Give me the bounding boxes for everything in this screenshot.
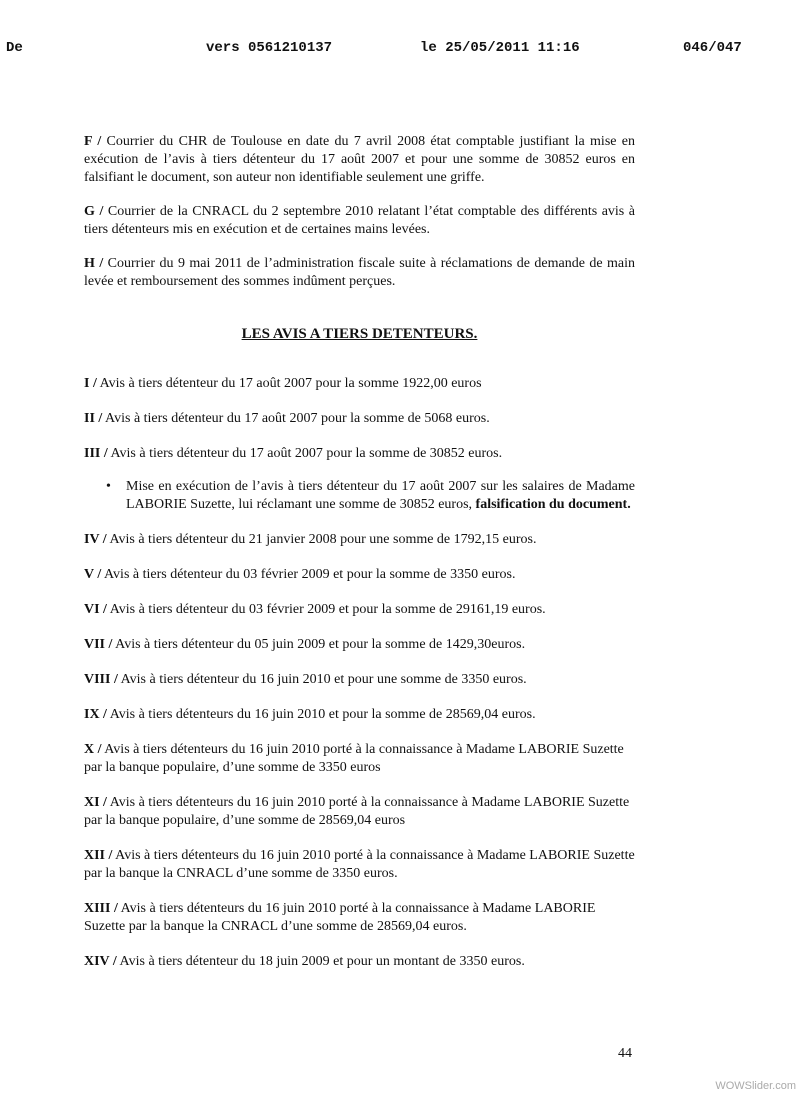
item-text: Avis à tiers détenteurs du 16 juin 2010 porté à la connaissance à Madame LABORIE Suzette par la banque populaire, d’une somme de 28569,04 euros: [84, 795, 630, 828]
paragraph-g: [84, 203, 635, 239]
item-label: V /: [84, 567, 102, 582]
list-item: [84, 953, 635, 971]
fax-page-count: 046/047: [683, 40, 742, 56]
list-item: [84, 847, 635, 883]
watermark: WOWSlider.com: [715, 1080, 796, 1092]
paragraph-label: G /: [84, 204, 104, 219]
list-item: [84, 794, 635, 830]
document-body: [84, 133, 635, 971]
paragraph-h: [84, 255, 635, 291]
item-label: III /: [84, 446, 108, 461]
item-text: Avis à tiers détenteur du 21 janvier 2008 pour une somme de 1792,15 euros.: [109, 532, 537, 547]
item-label: I /: [84, 376, 97, 391]
list-item: [84, 900, 635, 936]
bullet-icon: •: [106, 479, 111, 494]
paragraph-label: F /: [84, 134, 102, 149]
item-label: X /: [84, 742, 102, 757]
item-text: Avis à tiers détenteur du 17 août 2007 pour la somme 1922,00 euros: [99, 376, 482, 391]
list-item: [84, 375, 635, 393]
section-title: LES AVIS A TIERS DETENTEURS.: [241, 326, 478, 342]
item-label: VIII /: [84, 672, 118, 687]
paragraph-f: [84, 133, 635, 187]
list-item: [84, 706, 635, 724]
item-label: XII /: [84, 848, 113, 863]
item-label: II /: [84, 411, 103, 426]
paragraph-text: Courrier du CHR de Toulouse en date du 7 avril 2008 état comptable justifiant la mise en exécution de l’avis à tiers détenteur du 17 août 2007 et pour une somme de 30852 euros en falsifiant le document, son auteur non identifiable seulement une griffe.: [84, 134, 635, 185]
bullet-text: Mise en exécution de l’avis à tiers détenteur du 17 août 2007 sur les salaires de Madame LABORIE Suzette, lui réclamant une somme de 30852 euros,: [126, 479, 635, 512]
item-text: Avis à tiers détenteur du 03 février 2009 et pour la somme de 29161,19 euros.: [109, 602, 546, 617]
item-text: Avis à tiers détenteurs du 16 juin 2010 porté à la connaissance à Madame LABORIE Suzette par la banque la CNRACL d’une somme de 28569,04 euros.: [84, 901, 596, 934]
list-item: [84, 410, 635, 428]
page-number: 44: [618, 1046, 632, 1061]
list-item: [84, 445, 635, 463]
list-item: [84, 566, 635, 584]
bullet-emphasis: falsification du document.: [475, 497, 631, 512]
item-text: Avis à tiers détenteurs du 16 juin 2010 et pour la somme de 28569,04 euros.: [109, 707, 536, 722]
list-item: [84, 601, 635, 619]
fax-sender: De: [6, 40, 23, 56]
fax-recipient: vers 0561210137: [206, 40, 333, 56]
list-item: [84, 636, 635, 654]
item-label: IV /: [84, 532, 107, 547]
bullet-note: [106, 478, 635, 514]
item-text: Avis à tiers détenteur du 03 février 2009 et pour la somme de 3350 euros.: [103, 567, 516, 582]
paragraph-label: H /: [84, 256, 104, 271]
item-label: VII /: [84, 637, 113, 652]
item-label: XIV /: [84, 954, 117, 969]
fax-header: [0, 40, 800, 60]
item-label: XI /: [84, 795, 107, 810]
item-text: Avis à tiers détenteur du 17 août 2007 pour la somme de 5068 euros.: [105, 411, 490, 426]
fax-date: le 25/05/2011 11:16: [420, 40, 580, 56]
item-text: Avis à tiers détenteur du 17 août 2007 pour la somme de 30852 euros.: [110, 446, 503, 461]
item-text: Avis à tiers détenteur du 05 juin 2009 et pour la somme de 1429,30euros.: [115, 637, 526, 652]
list-item: [84, 671, 635, 689]
list-item: [84, 531, 635, 549]
paragraph-text: Courrier du 9 mai 2011 de l’administration fiscale suite à réclamations de demande de main levée et remboursement des sommes indûment perçues.: [84, 256, 635, 289]
item-text: Avis à tiers détenteurs du 16 juin 2010 porté à la connaissance à Madame LABORIE Suzette par la banque populaire, d’une somme de 3350 euros: [84, 742, 624, 775]
item-text: Avis à tiers détenteur du 18 juin 2009 et pour un montant de 3350 euros.: [119, 954, 525, 969]
item-label: VI /: [84, 602, 107, 617]
paragraph-text: Courrier de la CNRACL du 2 septembre 2010 relatant l’état comptable des différents avis à tiers détenteurs mis en exécution et de certaines mains levées.: [84, 204, 636, 237]
list-item: [84, 741, 635, 777]
item-text: Avis à tiers détenteur du 16 juin 2010 et pour une somme de 3350 euros.: [120, 672, 527, 687]
item-text: Avis à tiers détenteurs du 16 juin 2010 porté à la connaissance à Madame LABORIE Suzette par la banque la CNRACL d’une somme de 3350 euros.: [84, 848, 635, 881]
item-label: IX /: [84, 707, 107, 722]
item-label: XIII /: [84, 901, 118, 916]
